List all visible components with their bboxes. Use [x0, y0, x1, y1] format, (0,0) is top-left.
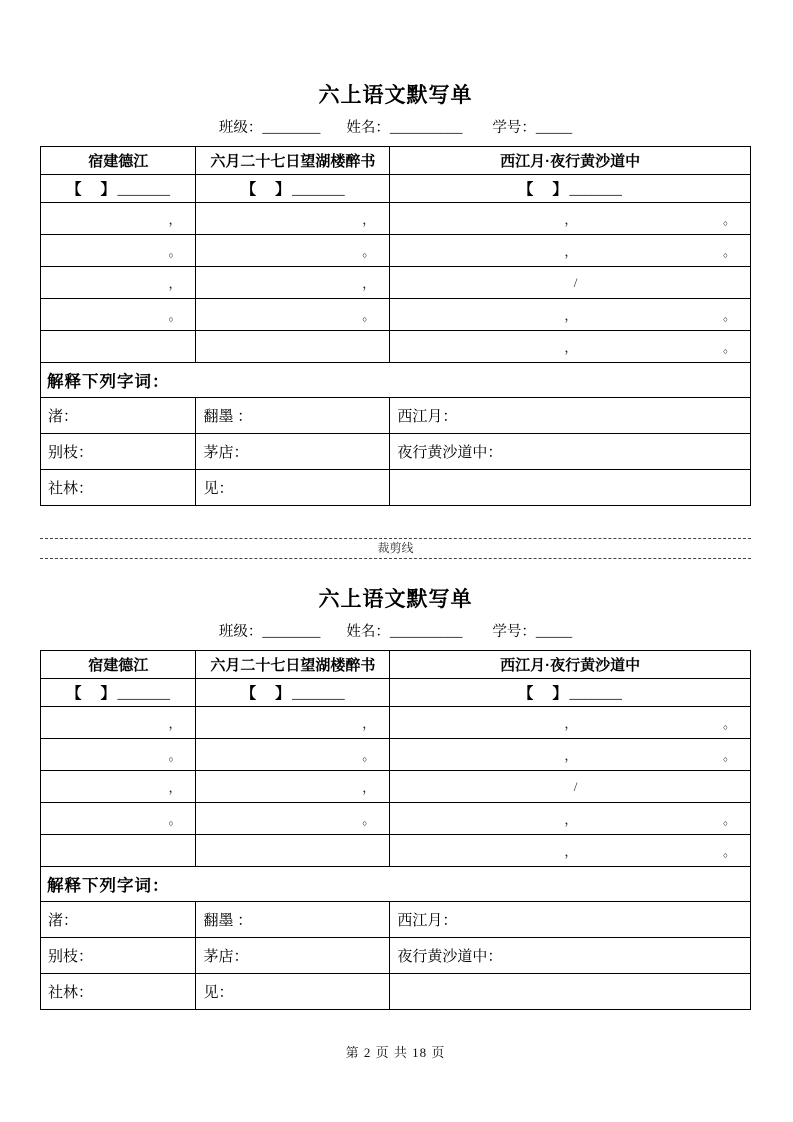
explain-word-row [41, 398, 751, 434]
dictation-cell-col3 [390, 707, 751, 739]
dictation-cell-col2: 。 [196, 803, 390, 835]
dictation-row [41, 803, 751, 835]
dictation-cell-col1: 。 [41, 235, 196, 267]
dictation-table [40, 650, 751, 1010]
author-blank-line: _______ [569, 686, 622, 702]
dictation-cell-col1: ， [41, 267, 196, 299]
word-jian: 见： [196, 470, 390, 506]
dictation-row [41, 267, 751, 299]
student-info-line [40, 623, 751, 642]
student-id-label: 学号： [492, 120, 536, 136]
dynasty-brackets: 【 】 [518, 686, 570, 702]
poem-title-wang-hu-lou-zui-shu: 六月二十七日望湖楼醉书 [196, 147, 390, 175]
dictation-sheet-top [40, 83, 751, 506]
dictation-cell-col1: ， [41, 707, 196, 739]
dictation-cell-col2 [196, 835, 390, 867]
dictation-cell-col2: ， [196, 203, 390, 235]
dictation-row [41, 299, 751, 331]
explain-word-row [41, 434, 751, 470]
name-label: 姓名： [346, 624, 390, 640]
word-xijiangyue: 西江月： [390, 398, 751, 434]
author-bracket-row [41, 679, 751, 707]
author-blank-line: _______ [117, 686, 170, 702]
dictation-cell-col3 [390, 331, 751, 363]
dictation-cell-col2: ， [196, 707, 390, 739]
dictation-row [41, 739, 751, 771]
punctuation-mid: ， [564, 212, 578, 227]
sheet-title: 六上语文默写单 [318, 588, 473, 611]
author-bracket-cell [196, 679, 390, 707]
punctuation-end: 。 [722, 244, 736, 259]
word-maodian: 茅店： [196, 434, 390, 470]
dynasty-brackets: 【 】 [66, 686, 118, 702]
punctuation-end: 。 [722, 716, 736, 731]
name-blank-line: __________ [389, 120, 463, 136]
author-blank-line: _______ [569, 182, 622, 198]
dictation-sheet-bottom [40, 587, 751, 1010]
explain-word-row [41, 938, 751, 974]
dictation-table [40, 146, 751, 506]
author-bracket-cell [390, 679, 751, 707]
poem-title-su-jian-de-jiang: 宿建德江 [41, 651, 196, 679]
dictation-cell-col2: ， [196, 267, 390, 299]
poem-title-xi-jiang-yue: 西江月·夜行黄沙道中 [390, 147, 751, 175]
word-zhu: 渚： [41, 902, 196, 938]
explain-section-header: 解释下列字词： [41, 363, 751, 398]
punctuation-mid: ， [564, 716, 578, 731]
cut-line [40, 538, 751, 559]
dictation-cell-col1: 。 [41, 739, 196, 771]
poem-title-su-jian-de-jiang: 宿建德江 [41, 147, 196, 175]
empty-cell [390, 974, 751, 1010]
dictation-cell-col3 [390, 803, 751, 835]
punctuation-end [577, 779, 750, 795]
author-bracket-row [41, 175, 751, 203]
word-xijiangyue: 西江月： [390, 902, 751, 938]
empty-cell [390, 470, 751, 506]
punctuation-end: 。 [722, 748, 736, 763]
dictation-cell-col1 [41, 331, 196, 363]
name-blank-line: __________ [389, 624, 463, 640]
punctuation-mid: ， [564, 844, 578, 859]
dictation-cell-col1 [41, 835, 196, 867]
dynasty-brackets: 【 】 [66, 182, 118, 198]
punctuation-mid: ， [564, 308, 578, 323]
word-fanmo: 翻墨 ： [196, 398, 390, 434]
dictation-cell-col2 [196, 331, 390, 363]
explain-word-row [41, 974, 751, 1010]
poem-title-xi-jiang-yue: 西江月·夜行黄沙道中 [390, 651, 751, 679]
author-bracket-cell [41, 175, 196, 203]
word-biezhi: 别枝： [41, 434, 196, 470]
explain-header-row [41, 363, 751, 398]
author-bracket-cell [390, 175, 751, 203]
punctuation-mid: ， [564, 812, 578, 827]
dictation-cell-col2: ， [196, 771, 390, 803]
word-fanmo: 翻墨 ： [196, 902, 390, 938]
dictation-cell-col3 [390, 267, 751, 299]
dictation-cell-col3 [390, 835, 751, 867]
dictation-cell-col3 [390, 235, 751, 267]
student-id-label: 学号： [492, 624, 536, 640]
punctuation-mid: ， [564, 748, 578, 763]
punctuation-end [577, 275, 750, 291]
dynasty-brackets: 【 】 [241, 182, 293, 198]
explain-section-header: 解释下列字词： [41, 867, 751, 902]
dictation-cell-col1: ， [41, 771, 196, 803]
name-label: 姓名： [346, 120, 390, 136]
punctuation-end: 。 [722, 340, 736, 355]
class-blank-line: ________ [262, 624, 321, 640]
dictation-row [41, 203, 751, 235]
word-jian: 见： [196, 974, 390, 1010]
word-shelin: 社林： [41, 974, 196, 1010]
word-yexing-huangsha-daozhong: 夜行黄沙道中： [390, 434, 751, 470]
explain-word-row [41, 902, 751, 938]
dictation-cell-col3 [390, 739, 751, 771]
word-shelin: 社林： [41, 470, 196, 506]
poem-title-row [41, 651, 751, 679]
dictation-cell-col1: 。 [41, 803, 196, 835]
dictation-cell-col3 [390, 299, 751, 331]
punctuation-mid: ， [564, 340, 578, 355]
line-break-slash: / [573, 274, 578, 290]
punctuation-end: 。 [722, 812, 736, 827]
punctuation-end: 。 [722, 308, 736, 323]
explain-header-row [41, 867, 751, 902]
dictation-cell-col2: 。 [196, 299, 390, 331]
author-blank-line: _______ [117, 182, 170, 198]
author-blank-line: _______ [292, 182, 345, 198]
class-blank-line: ________ [262, 120, 321, 136]
class-label: 班级： [218, 120, 263, 136]
dictation-cell-col3 [390, 771, 751, 803]
dictation-row [41, 771, 751, 803]
dictation-cell-col1: 。 [41, 299, 196, 331]
dictation-cell-col3 [390, 203, 751, 235]
word-yexing-huangsha-daozhong: 夜行黄沙道中： [390, 938, 751, 974]
student-info-line [40, 119, 751, 138]
cut-line-label: 裁剪线 [377, 541, 414, 555]
dictation-row [41, 331, 751, 363]
author-bracket-cell [196, 175, 390, 203]
word-biezhi: 别枝： [41, 938, 196, 974]
dictation-row [41, 235, 751, 267]
explain-word-row [41, 470, 751, 506]
dynasty-brackets: 【 】 [518, 182, 570, 198]
dictation-row [41, 707, 751, 739]
word-zhu: 渚： [41, 398, 196, 434]
author-blank-line: _______ [292, 686, 345, 702]
cut-dash-bottom [40, 558, 751, 559]
page-number-footer: 第 2 页 共 18 页 [345, 1045, 446, 1060]
punctuation-end: 。 [722, 212, 736, 227]
punctuation-end: 。 [722, 844, 736, 859]
student-id-blank-line: _____ [535, 120, 573, 136]
dictation-row [41, 835, 751, 867]
poem-title-row [41, 147, 751, 175]
author-bracket-cell [41, 679, 196, 707]
dictation-cell-col1: ， [41, 203, 196, 235]
class-label: 班级： [218, 624, 263, 640]
word-maodian: 茅店： [196, 938, 390, 974]
student-id-blank-line: _____ [535, 624, 573, 640]
line-break-slash: / [573, 778, 578, 794]
sheet-title: 六上语文默写单 [318, 84, 473, 107]
dictation-cell-col2: 。 [196, 739, 390, 771]
dictation-cell-col2: 。 [196, 235, 390, 267]
poem-title-wang-hu-lou-zui-shu: 六月二十七日望湖楼醉书 [196, 651, 390, 679]
dynasty-brackets: 【 】 [241, 686, 293, 702]
punctuation-mid: ， [564, 244, 578, 259]
